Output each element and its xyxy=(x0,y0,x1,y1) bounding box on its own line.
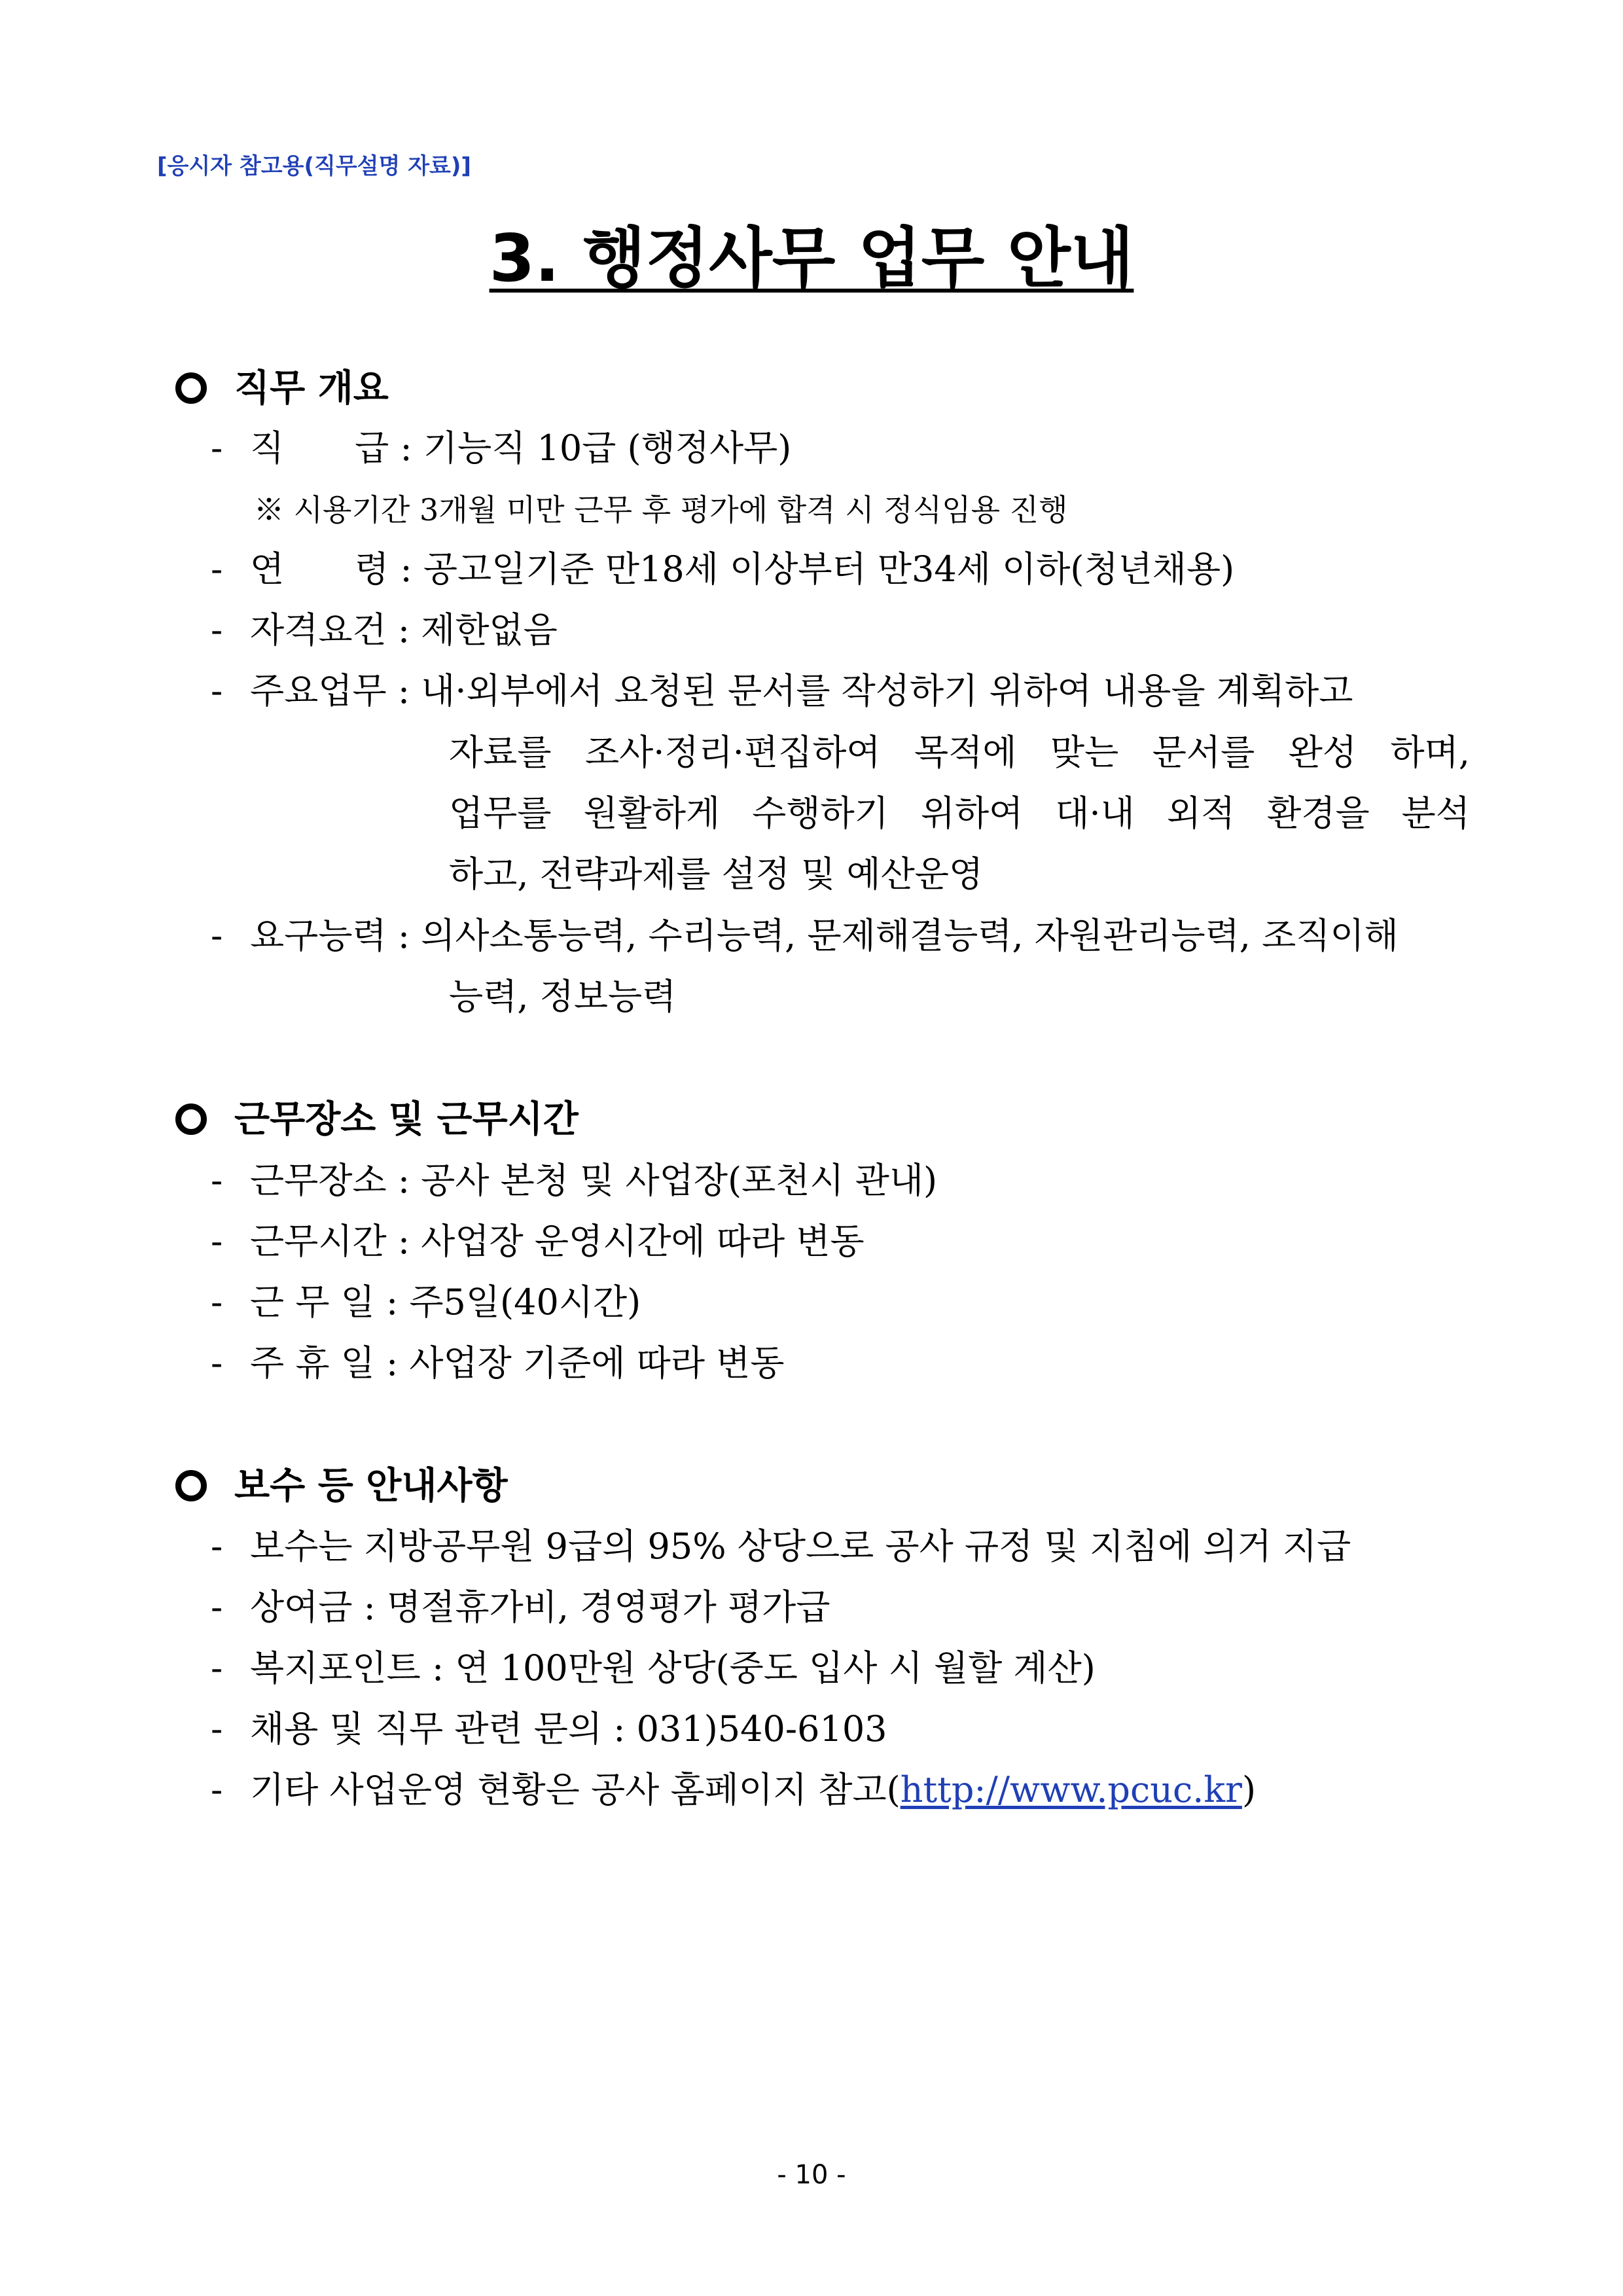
item-required-skills: - 요구능력 : 의사소통능력, 수리능력, 문제해결능력, 자원관리능력, 조직이해 xyxy=(211,910,1399,962)
main-duties-continuation-1: 자료를 조사·정리·편집하여 목적에 맞는 문서를 완성 하며, xyxy=(449,732,1470,773)
section-heading-job-overview xyxy=(175,362,389,414)
section-heading-text: 직무 개요 xyxy=(234,367,389,410)
section-heading-compensation xyxy=(175,1460,508,1512)
item-label: 근무시간 xyxy=(250,1221,387,1262)
main-duties-continuation-2: 업무를 원활하게 수행하기 위하여 대·내 외적 환경을 분석 xyxy=(449,793,1470,834)
item-welfare-points: - 복지포인트 : 연 100만원 상당(중도 입사 시 월할 계산) xyxy=(211,1647,1096,1689)
item-label: 연 령 xyxy=(250,548,389,590)
page-title xyxy=(0,216,1623,301)
item-age: - 연 령 : 공고일기준 만18세 이상부터 만34세 이하(청년채용) xyxy=(211,543,1234,596)
item-text: 보수는 지방공무원 9급의 95% 상당으로 공사 규정 및 지침에 의거 지급 xyxy=(250,1526,1351,1567)
item-qualification: - 자격요건 : 제한없음 xyxy=(211,604,558,656)
item-text: : 공사 본청 및 사업장(포천시 관내) xyxy=(397,1160,938,1201)
homepage-link[interactable]: http://www.pcuc.kr xyxy=(900,1769,1242,1810)
item-contact: - 채용 및 직무 관련 문의 : 031)540-6103 xyxy=(211,1708,887,1749)
item-text: : 제한없음 xyxy=(397,609,558,651)
item-label: 근 무 일 xyxy=(250,1282,375,1323)
item-bonus: - 상여금 : 명절휴가비, 경영평가 평가급 xyxy=(211,1587,830,1628)
item-salary: - 보수는 지방공무원 9급의 95% 상당으로 공사 규정 및 지침에 의거 지급 xyxy=(211,1526,1351,1567)
item-text: 채용 및 직무 관련 문의 : 031)540-6103 xyxy=(250,1708,887,1749)
item-text: 복지포인트 : 연 100만원 상당(중도 입사 시 월할 계산) xyxy=(250,1647,1096,1689)
item-text: : 의사소통능력, 수리능력, 문제해결능력, 자원관리능력, 조직이해 xyxy=(397,915,1399,956)
section-heading-text: 근무장소 및 근무시간 xyxy=(234,1098,579,1141)
item-text-after: ) xyxy=(1241,1769,1257,1810)
main-duties-continuation-3: 하고, 전략과제를 설정 및 예산운영 xyxy=(449,853,984,895)
circle-bullet-icon xyxy=(175,1470,207,1501)
item-text: : 기능직 10급 (행정사무) xyxy=(400,427,792,469)
item-label: 근무장소 xyxy=(250,1160,387,1201)
item-workplace: - 근무장소 : 공사 본청 및 사업장(포천시 관내) xyxy=(211,1155,937,1207)
item-text: : 내·외부에서 요청된 문서를 작성하기 위하여 내용을 계획하고 xyxy=(397,670,1353,711)
section-heading-workplace xyxy=(175,1093,579,1145)
item-label: 주요업무 xyxy=(250,670,387,711)
item-text: : 사업장 기준에 따라 변동 xyxy=(386,1342,785,1384)
item-text: : 주5일(40시간) xyxy=(386,1282,641,1323)
item-work-hours: - 근무시간 : 사업장 운영시간에 따라 변동 xyxy=(211,1215,865,1268)
item-grade: - 직 급 : 기능직 10급 (행정사무) xyxy=(211,422,791,475)
item-holidays: - 주 휴 일 : 사업장 기준에 따라 변동 xyxy=(211,1337,785,1390)
item-text: 상여금 : 명절휴가비, 경영평가 평가급 xyxy=(250,1587,830,1628)
required-skills-continuation: 능력, 정보능력 xyxy=(449,976,677,1017)
item-text: 기타 사업운영 현황은 공사 홈페이지 참고( xyxy=(250,1769,901,1810)
page-title-text: 3. 행정사무 업무 안내 xyxy=(489,220,1134,296)
circle-bullet-icon xyxy=(175,372,207,404)
item-homepage: - 기타 사업운영 현황은 공사 홈페이지 참고(http://www.pcuc.kr) xyxy=(211,1769,1257,1810)
reference-tag: [응시자 참고용(직무설명 자료)] xyxy=(157,153,471,179)
item-label: 주 휴 일 xyxy=(250,1342,375,1384)
item-label: 자격요건 xyxy=(250,609,387,651)
page-number: - 10 - xyxy=(777,2160,846,2190)
item-text: : 사업장 운영시간에 따라 변동 xyxy=(397,1221,865,1262)
circle-bullet-icon xyxy=(175,1103,207,1135)
item-work-days: - 근 무 일 : 주5일(40시간) xyxy=(211,1276,641,1329)
item-label: 직 급 xyxy=(250,427,389,469)
item-probation-note: ※ 시용기간 3개월 미만 근무 후 평가에 합격 시 정식임용 진행 xyxy=(254,492,1068,528)
item-main-duties: - 주요업무 : 내·외부에서 요청된 문서를 작성하기 위하여 내용을 계획하고 xyxy=(211,665,1353,717)
item-text: : 공고일기준 만18세 이상부터 만34세 이하(청년채용) xyxy=(400,548,1235,590)
item-label: 요구능력 xyxy=(250,915,387,956)
section-heading-text: 보수 등 안내사항 xyxy=(234,1464,508,1507)
